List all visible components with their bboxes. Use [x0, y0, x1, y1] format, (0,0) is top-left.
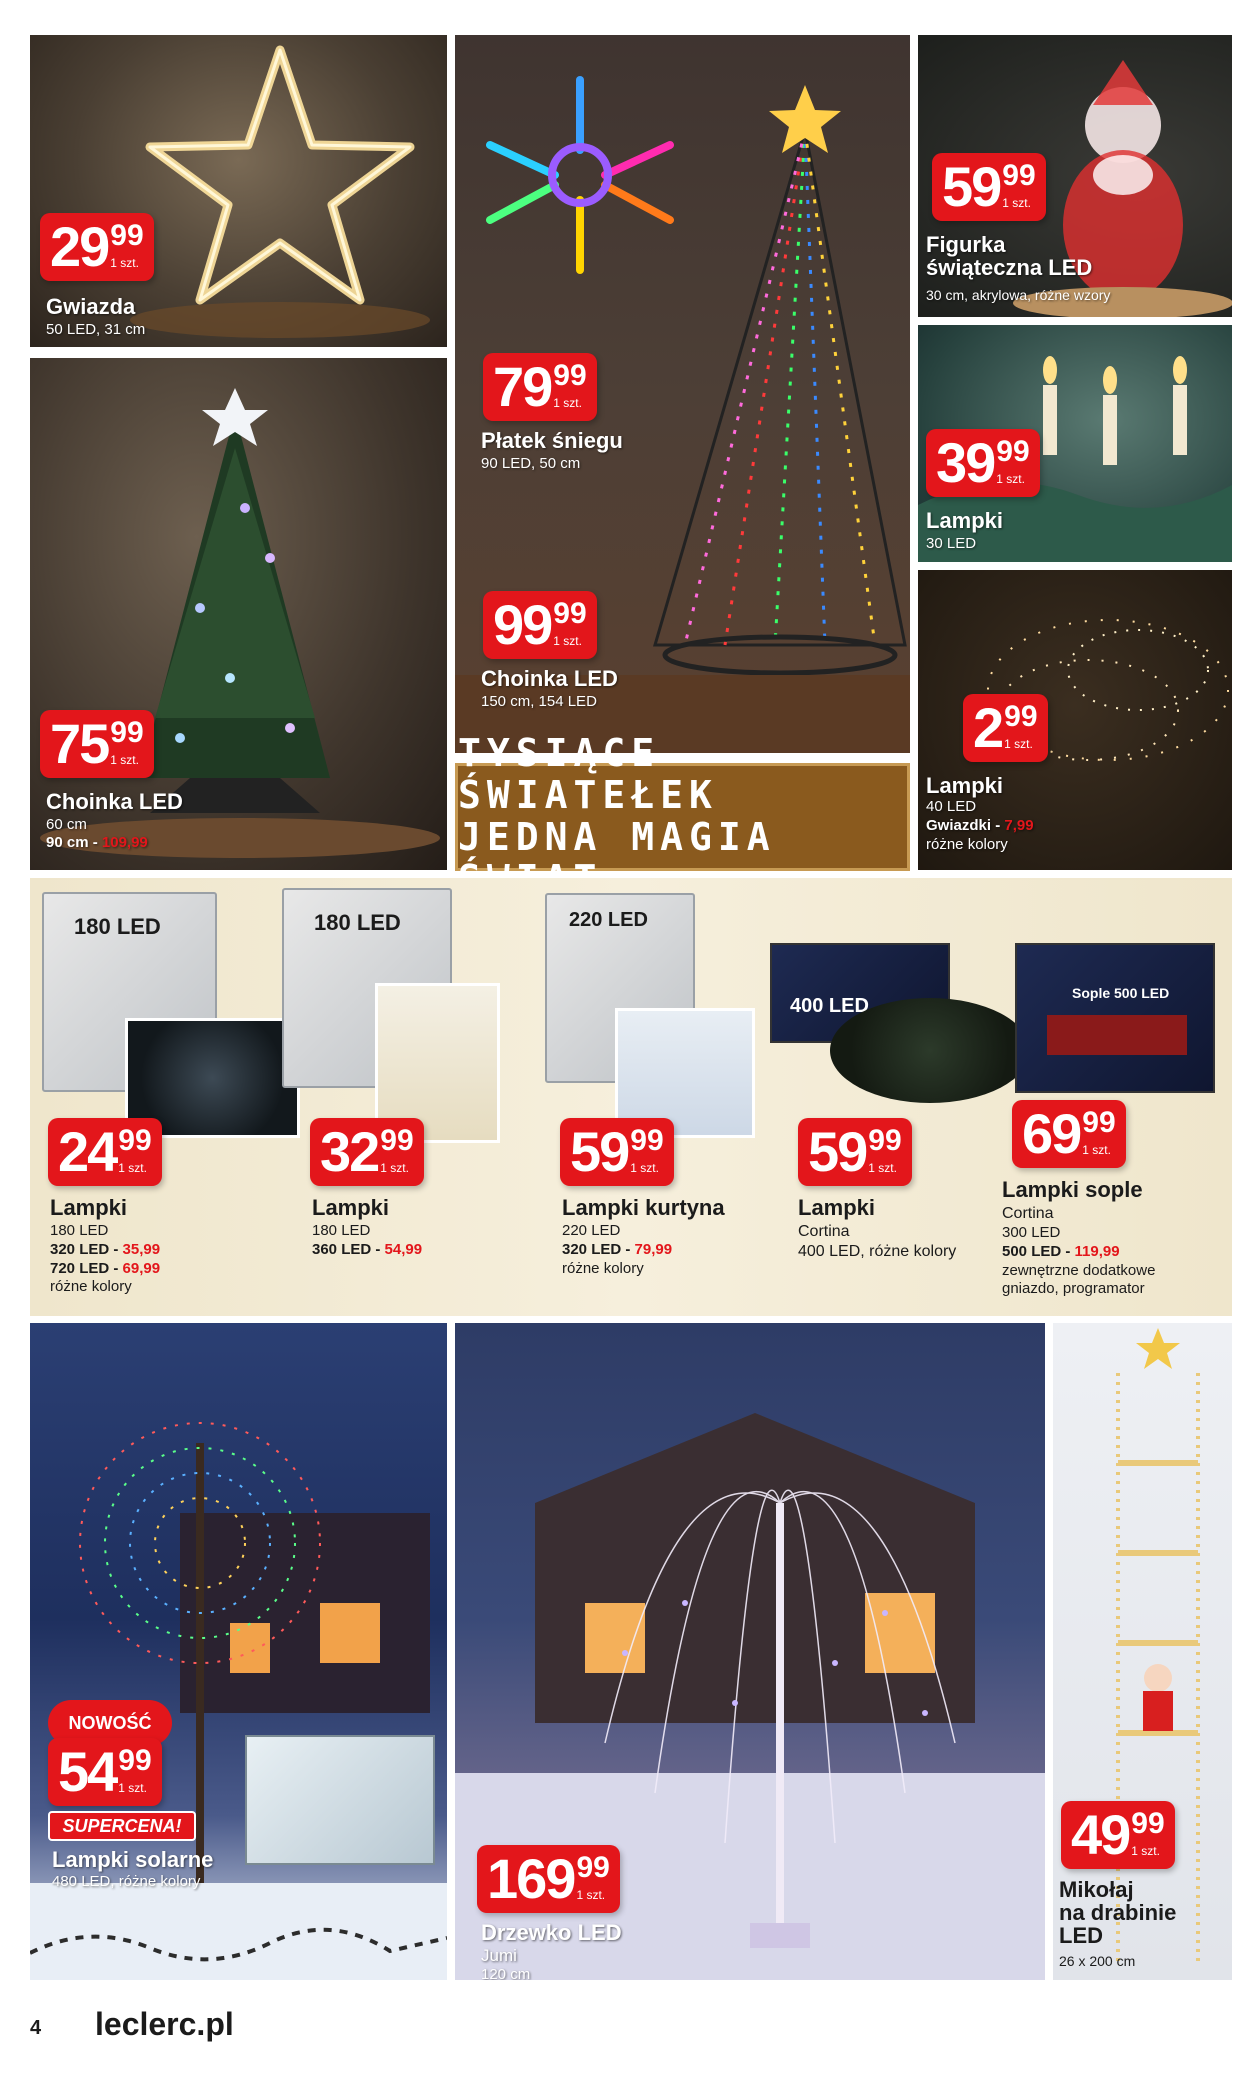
product-variant: Gwiazdki - 7,99	[926, 817, 1034, 834]
box-label: 220 LED	[569, 909, 648, 931]
product-name: Lampki kurtyna	[562, 1195, 725, 1220]
product-name: Lampki	[312, 1195, 390, 1220]
panel-middle	[455, 35, 910, 753]
slogan-banner	[455, 731, 910, 871]
price-tag: 59 99 1 szt.	[932, 153, 1046, 221]
price-tag: 39 99 1 szt.	[926, 429, 1040, 497]
slogan-line-2: JEDNA MAGIA	[458, 815, 776, 859]
product-box	[1015, 943, 1215, 1093]
price-tag: 49 99 1 szt.	[1061, 1801, 1175, 1869]
product-details: 150 cm, 154 LED	[481, 693, 597, 710]
price-tag: 75 99 1 szt.	[40, 710, 154, 778]
product-variant: 90 cm - 109,99	[46, 834, 148, 851]
product-details: Jumi 120 cm	[481, 1946, 531, 1980]
product-name: Lampki	[926, 773, 1004, 798]
box-label: 180 LED	[74, 914, 161, 939]
slogan-line-1: TYSIĄCE ŚWIATEŁEK	[458, 731, 718, 818]
panel-figurka	[918, 35, 1232, 317]
product-details: 220 LED 320 LED - 79,99 różne kolory	[562, 1222, 673, 1277]
product-name: Choinka LED	[46, 789, 183, 814]
product-colors: różne kolory	[926, 836, 1008, 853]
panel-mikolaj	[1053, 1323, 1232, 1980]
product-name: Drzewko LED	[481, 1920, 622, 1945]
product-details: 30 cm, akrylowa, różne wzory	[926, 287, 1111, 303]
box-label: Sople 500 LED	[1072, 985, 1170, 1001]
panel-light-strings	[30, 878, 1232, 1316]
product-details: 90 LED, 50 cm	[481, 455, 581, 472]
panel-lampki-fairy	[918, 570, 1232, 870]
panel-choinka-small	[30, 358, 447, 870]
panel-drzewko	[455, 1323, 1045, 1980]
product-details: 480 LED, różne kolory	[52, 1873, 201, 1890]
price-tag: 79 99 1 szt.	[483, 353, 597, 421]
product-details: 180 LED 360 LED - 54,99	[312, 1222, 423, 1258]
site-link[interactable]: leclerc.pl	[95, 2006, 234, 2042]
product-details: 180 LED 320 LED - 35,99 720 LED - 69,99 różne kolory	[50, 1222, 161, 1296]
product-name: Lampki	[50, 1195, 128, 1220]
product-name: Figurka świąteczna LED	[926, 232, 1093, 281]
product-name: Lampki	[798, 1195, 876, 1220]
price-tag: 24 99 1 szt.	[48, 1118, 162, 1186]
product-name: Lampki	[926, 508, 1004, 533]
supercena-badge: SUPERCENA!	[48, 1811, 196, 1841]
new-badge: NOWOŚĆ	[48, 1700, 172, 1746]
light-cluster-photo	[830, 998, 1030, 1103]
product-name: Gwiazda	[46, 294, 136, 319]
product-details: 30 LED	[926, 535, 977, 552]
product-details: 26 x 200 cm	[1059, 1953, 1136, 1969]
price-tag: 69 99 1 szt.	[1012, 1100, 1126, 1168]
product-name: Lampki solarne	[52, 1847, 214, 1872]
price-tag: 99 99 1 szt.	[483, 591, 597, 659]
cone-tree-icon	[655, 85, 905, 673]
price-tag: 32 99 1 szt.	[310, 1118, 424, 1186]
price-tag: 59 99 1 szt.	[798, 1118, 912, 1186]
product-details: Cortina 300 LED 500 LED - 119,99 zewnętrzne dodatkowe gniazdo, programator	[1002, 1205, 1156, 1298]
price-tag: 29 99 1 szt.	[40, 213, 154, 281]
box-label: 400 LED	[790, 995, 869, 1017]
product-name: Płatek śniegu	[481, 428, 623, 453]
snowflake-icon	[490, 80, 670, 270]
product-details: 40 LED	[926, 798, 977, 815]
price-tag: 169 99 1 szt.	[477, 1845, 620, 1913]
product-name: Mikołaj na drabinie LED	[1059, 1877, 1177, 1949]
price-tag: 59 99 1 szt.	[560, 1118, 674, 1186]
box-label: 180 LED	[314, 910, 401, 935]
product-name: Choinka LED	[481, 666, 618, 691]
page-number: 4	[30, 2017, 42, 2039]
solar-box	[245, 1735, 435, 1865]
product-details: 50 LED, 31 cm	[46, 321, 146, 338]
price-tag: 54 99 1 szt.	[48, 1738, 162, 1806]
panel-gwiazda	[30, 35, 447, 347]
product-details: 60 cm	[46, 816, 87, 833]
price-tag: 2 99 1 szt.	[963, 694, 1048, 762]
product-name: Lampki sople	[1002, 1177, 1143, 1202]
product-details: Cortina 400 LED, różne kolory	[798, 1223, 957, 1260]
panel-lampki-candle	[918, 325, 1232, 562]
